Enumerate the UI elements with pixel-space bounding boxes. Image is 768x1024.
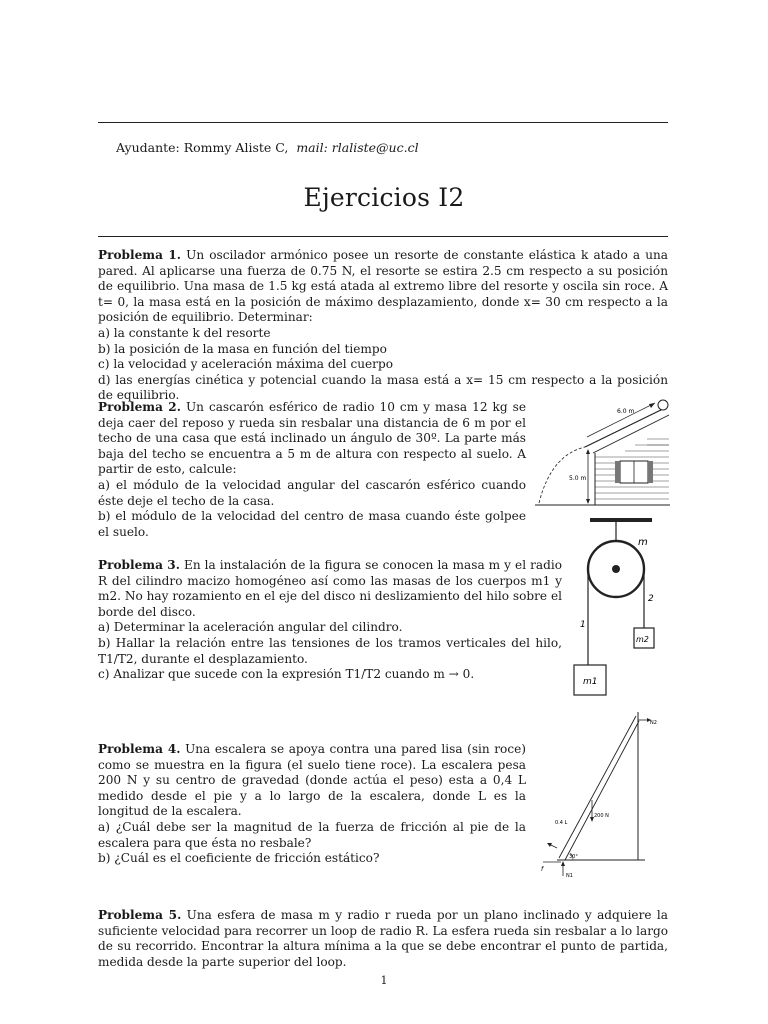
n1-label: N1: [566, 873, 573, 879]
title-rule: [98, 236, 668, 237]
problem-item: b) ¿Cuál es el coeficiente de fricción estático?: [98, 851, 380, 866]
problem-item: b) Hallar la relación entre las tensiones de los tramos verticales del hilo, T1/T2, durante el desplazamiento.: [98, 635, 562, 666]
problem-text: Una escalera se apoya contra una pared lisa (sin roce) como se muestra en la figura (el suelo tiene roce). La escalera pesa 200 N y su centro de gravedad (donde actúa el peso) esta a 0,4 L medido desde el pie y a lo largo de la escalera, donde L es la longitud de la escalera.: [98, 742, 526, 819]
page-number: 1: [380, 974, 388, 987]
ladder: [559, 716, 636, 858]
page-title: Ejercicios I2: [303, 183, 465, 212]
problem-text: Una esfera de masa m y radio r rueda por un plano inclinado y adquiere la suficiente velocidad para recorrer un loop de radio R. La esfera rueda sin resbalar a lo largo de su recorrido. Encontrar la altura mínima a la que se debe encontrar el punto de partida, medida desde la parte superior del loop.: [98, 908, 668, 969]
house-roof-figure: [535, 395, 670, 510]
problem-label: Problema 2.: [98, 400, 181, 414]
mail-address: mail: rlaliste@uc.cl: [296, 140, 419, 155]
string-2-label: 2: [648, 594, 654, 604]
mass-m2-label: m2: [636, 635, 649, 644]
spherical-shell: [658, 400, 668, 410]
problem-item: d) las energías cinética y potencial cuando la masa está a x= 15 cm respecto a la posición de equilibrio.: [98, 372, 668, 403]
string-1-label: 1: [580, 620, 586, 630]
problem-item: b) la posición de la masa en función del tiempo: [98, 341, 387, 356]
top-rule: [98, 122, 668, 123]
problem-item: b) el módulo de la velocidad del centro de masa cuando éste golpee el suelo.: [98, 509, 526, 539]
mass-m1-label: m1: [583, 677, 598, 687]
problem-4: [98, 742, 526, 867]
weight-label: 200 N: [594, 813, 609, 819]
angle-label: 30°: [569, 854, 578, 860]
pulley-figure: [570, 515, 670, 697]
problem-text: Un oscilador armónico posee un resorte de constante elástica k atado a una pared. Al aplicarse una fuerza de 0.75 N, el resorte se estira 2.5 cm respecto a su posición de equilibrio. Una masa de 1.5 kg está atada al extremo libre del resorte y oscila sin roce. A t= 0, la masa está en la posición de máximo desplazamiento, donde x= 30 cm respecto a la posición de equilibrio. Determinar:: [98, 248, 668, 325]
n2-label: N2: [650, 720, 657, 726]
header-line: [116, 140, 419, 155]
distance-label: 0.4 L: [555, 820, 568, 826]
problem-label: Problema 1.: [98, 248, 182, 262]
friction-label: f: [541, 866, 544, 873]
problem-2: [98, 400, 526, 540]
problem-label: Problema 3.: [98, 558, 180, 572]
ladder-figure: [535, 708, 670, 880]
assistant-name: Ayudante: Rommy Aliste C,: [116, 140, 289, 155]
problem-5: [98, 908, 668, 970]
problem-item: c) Analizar que sucede con la expresión T1/T2 cuando m → 0.: [98, 667, 475, 682]
mass-m-label: m: [638, 537, 648, 548]
problem-label: Problema 5.: [98, 908, 182, 922]
height-label: 5.0 m: [569, 475, 587, 482]
problem-item: a) la constante k del resorte: [98, 325, 271, 340]
problem-label: Problema 4.: [98, 742, 181, 756]
ceiling-support: [590, 518, 652, 522]
problem-item: c) la velocidad y aceleración máxima del cuerpo: [98, 357, 393, 372]
problem-text: En la instalación de la figura se conocen la masa m y el radio R del cilindro macizo homogéneo así como las masas de los cuerpos m1 y m2. No hay rozamiento en el eje del disco ni deslizamiento del hilo sobre el borde del disco.: [98, 558, 562, 619]
distance-label: 6.0 m: [617, 408, 635, 415]
problem-3: [98, 558, 562, 683]
problem-item: a) ¿Cuál debe ser la magnitud de la fuerza de fricción al pie de la escalera para que ésta no resbale?: [98, 819, 526, 850]
problem-1: [98, 248, 668, 404]
problem-text: Un cascarón esférico de radio 10 cm y masa 12 kg se deja caer del reposo y rueda sin resbalar una distancia de 6 m por el techo de una casa que está inclinado un ángulo de 30º. La parte más baja del techo se encuentra a 5 m de altura con respecto al suelo. A partir de esto, calcule:: [98, 400, 526, 477]
problem-item: a) el módulo de la velocidad angular del cascarón esférico cuando éste deje el techo de la casa.: [98, 477, 526, 508]
problem-item: a) Determinar la aceleración angular del cilindro.: [98, 620, 403, 635]
